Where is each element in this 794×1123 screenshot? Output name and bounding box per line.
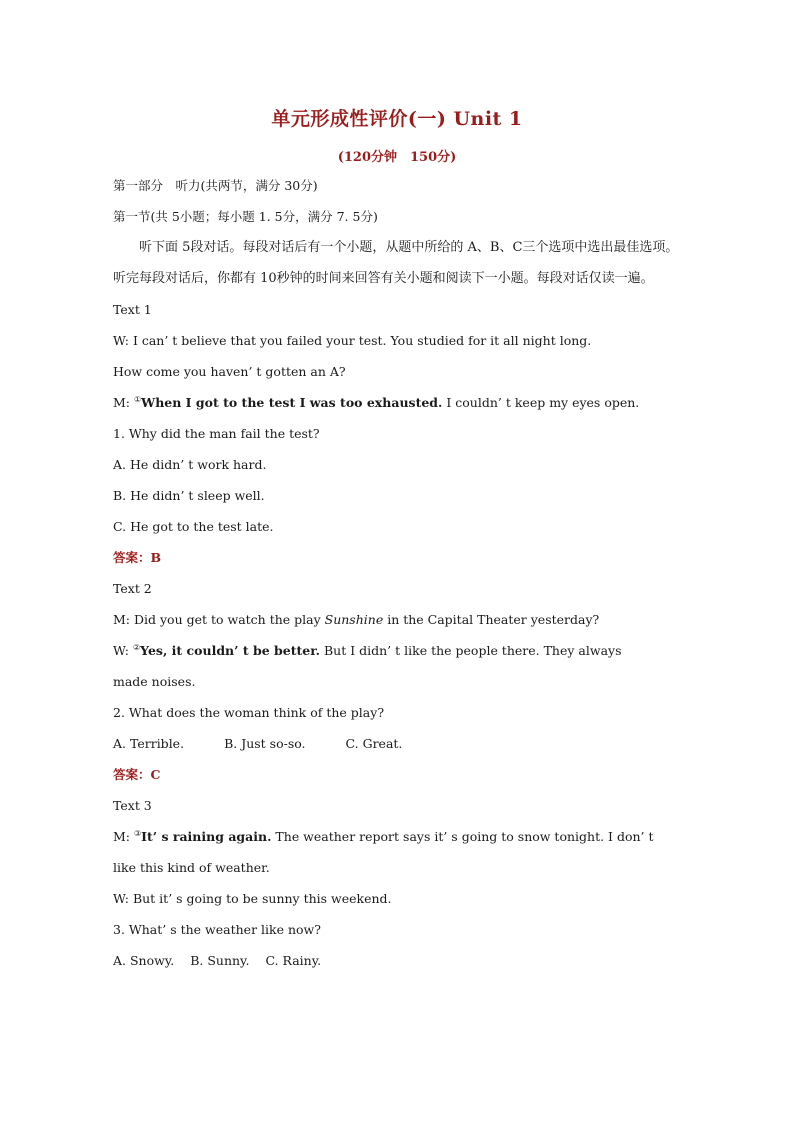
speaker-label: M: (113, 395, 134, 410)
text3-option-c: C. Rainy. (265, 953, 322, 968)
document-body (113, 170, 683, 976)
speaker-label: W: (113, 643, 133, 658)
key-sentence: Yes, it couldn’ t be better. (140, 643, 321, 658)
key-sentence: When I got to the test I was too exhausted. (141, 395, 443, 410)
dialogue-text: M: Did you get to watch the play (113, 612, 325, 627)
key-sentence: It’ s raining again. (141, 829, 272, 844)
speaker-label: M: (113, 829, 134, 844)
text3-w-line: W: But it’ s going to be sunny this weekend. (113, 891, 392, 906)
circled-number-mark: ② (132, 642, 141, 652)
text2-w-line (113, 635, 683, 666)
text3-options (113, 945, 683, 976)
text2-question: 2. What does the woman think of the play? (113, 705, 385, 720)
text2-options (113, 728, 683, 759)
text2-option-a: A. Terrible. (113, 736, 185, 751)
instructions: 听下面 5段对话。每段对话后有一个小题，从题中所给的 A、B、C三个选项中选出最佳选项。听完每段对话后，你都有 10秒钟的时间来回答有关小题和阅读下一小题。每段对话仅读一遍。 (113, 240, 679, 286)
text2-w-line2: made noises. (113, 674, 196, 689)
text3-question: 3. What’ s the weather like now? (113, 922, 321, 937)
text1-w-line1: W: I can’ t believe that you failed your test. You studied for it all night long. (113, 333, 592, 348)
dialogue-text: I couldn’ t keep my eyes open. (442, 395, 640, 410)
text1-question: 1. Why did the man fail the test? (113, 426, 320, 441)
text3-label: Text 3 (113, 798, 152, 813)
text3-option-a: A. Snowy. (113, 953, 175, 968)
text1-answer: 答案：B (113, 550, 162, 565)
play-title: Sunshine (324, 612, 384, 627)
text2-answer: 答案：C (113, 767, 161, 782)
dialogue-text: in the Capital Theater yesterday? (383, 612, 600, 627)
text3-m-line (113, 821, 683, 852)
text1-w-line2: How come you haven’ t gotten an A? (113, 364, 346, 379)
text1-label: Text 1 (113, 302, 152, 317)
dialogue-text: The weather report says it’ s going to snow tonight. I don’ t (271, 829, 654, 844)
text1-m-line (113, 387, 683, 418)
circled-number-mark: ① (133, 394, 142, 404)
dialogue-text: But I didn’ t like the people there. They always (320, 643, 622, 658)
text3-option-b: B. Sunny. (190, 953, 250, 968)
section-heading: 第一节(共 5小题；每小题 1. 5分，满分 7. 5分) (113, 209, 378, 224)
circled-number-mark: ③ (133, 828, 142, 838)
text1-option-b: B. He didn’ t sleep well. (113, 488, 265, 503)
text2-m-line (113, 604, 683, 635)
text1-option-a: A. He didn’ t work hard. (113, 457, 267, 472)
page-subtitle: (120分钟 150分) (337, 150, 457, 165)
page-title: 单元形成性评价(一) Unit 1 (271, 108, 523, 130)
text2-option-c: C. Great. (345, 736, 403, 751)
text3-m-line2: like this kind of weather. (113, 860, 270, 875)
text1-option-c: C. He got to the test late. (113, 519, 274, 534)
text2-option-b: B. Just so-so. (224, 736, 306, 751)
part-heading: 第一部分 听力(共两节，满分 30分) (113, 178, 318, 193)
text2-label: Text 2 (113, 581, 152, 596)
